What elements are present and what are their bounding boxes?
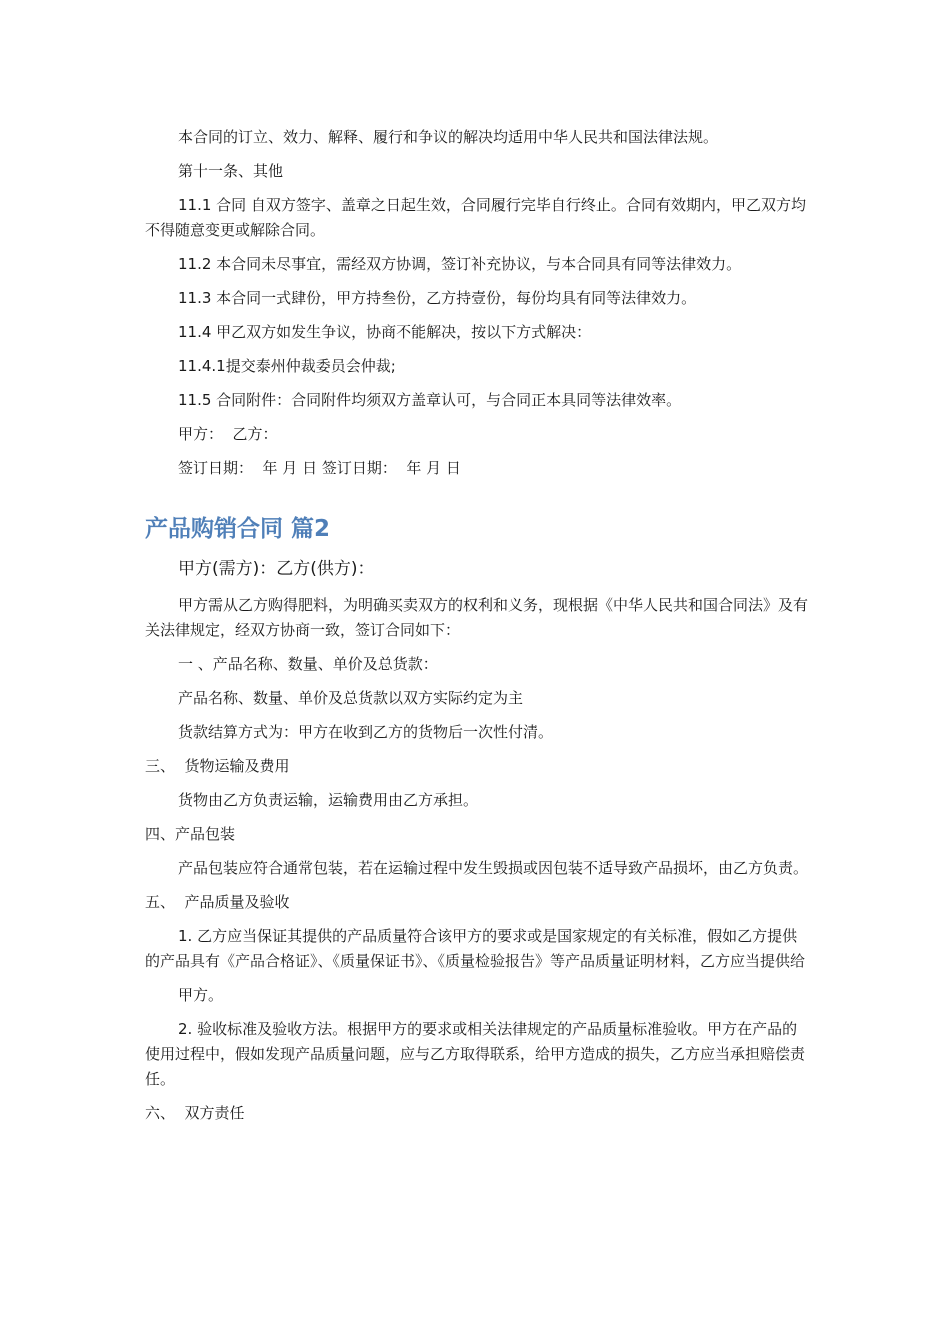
contract-part-1 [145, 125, 810, 481]
paragraph: 第十一条、其他 [178, 162, 284, 180]
paragraph: 本合同的订立、效力、解释、履行和争议的解决均适用中华人民共和国法律法规。 [178, 128, 719, 146]
paragraph: 11.1 合同 自双方签字、盖章之日起生效，合同履行完毕自行终止。合同有效期内，甲乙双方均不得随意变更或解除合同。 [145, 196, 806, 239]
paragraph: 11.2 本合同未尽事宜，需经双方协调，签订补充协议，与本合同具有同等法律效力。 [178, 255, 742, 273]
paragraph: 11.3 本合同一式肆份，甲方持叁份，乙方持壹份，每份均具有同等法律效力。 [178, 289, 697, 307]
paragraph: 四、产品包装 [145, 825, 236, 843]
paragraph: 三、 货物运输及费用 [145, 757, 290, 775]
paragraph: 货款结算方式为：甲方在收到乙方的货物后一次性付清。 [178, 723, 554, 741]
paragraph: 一 、产品名称、数量、单价及总货款： [178, 655, 438, 673]
paragraph: 2. 验收标准及验收方法。根据甲方的要求或相关法律规定的产品质量标准验收。甲方在产品的使用过程中，假如发现产品质量问题，应与乙方取得联系，给甲方造成的损失，乙方应当承担赔偿责任。 [145, 1020, 806, 1088]
paragraph: 五、 产品质量及验收 [145, 893, 290, 911]
paragraph: 六、 双方责任 [145, 1104, 245, 1122]
paragraph: 11.4 甲乙双方如发生争议，协商不能解决，按以下方式解决： [178, 323, 592, 341]
paragraph: 货物由乙方负责运输，运输费用由乙方承担。 [178, 791, 479, 809]
paragraph: 1. 乙方应当保证其提供的产品质量符合该甲方的要求或是国家规定的有关标准，假如乙方提供的产品具有《产品合格证》、《质量保证书》、《质量检验报告》等产品质量证明材料，乙方应当提供给 [145, 927, 806, 970]
paragraph: 11.4.1提交泰州仲裁委员会仲裁; [178, 357, 396, 375]
paragraph: 甲方。 [178, 986, 224, 1004]
paragraph: 11.5 合同附件：合同附件均须双方盖章认可，与合同正本具同等法律效率。 [178, 391, 682, 409]
paragraph: 签订日期： 年 月 日 签订日期： 年 月 日 [178, 459, 461, 477]
paragraph: 甲方需从乙方购得肥料，为明确买卖双方的权利和义务，现根据《中华人民共和国合同法》及有关法律规定，经双方协商一致，签订合同如下： [145, 596, 809, 639]
contract-part-2 [145, 593, 810, 1126]
paragraph: 产品名称、数量、单价及总货款以双方实际约定为主 [178, 689, 524, 707]
paragraph: 产品包装应符合通常包装，若在运输过程中发生毁损或因包装不适导致产品损坏，由乙方负责。 [178, 859, 809, 877]
parties-line: 甲方(需方)：乙方(供方)： [178, 559, 375, 579]
document-body [145, 125, 810, 1135]
paragraph: 甲方： 乙方： [178, 425, 278, 443]
section-heading: 产品购销合同 篇2 [145, 516, 331, 542]
